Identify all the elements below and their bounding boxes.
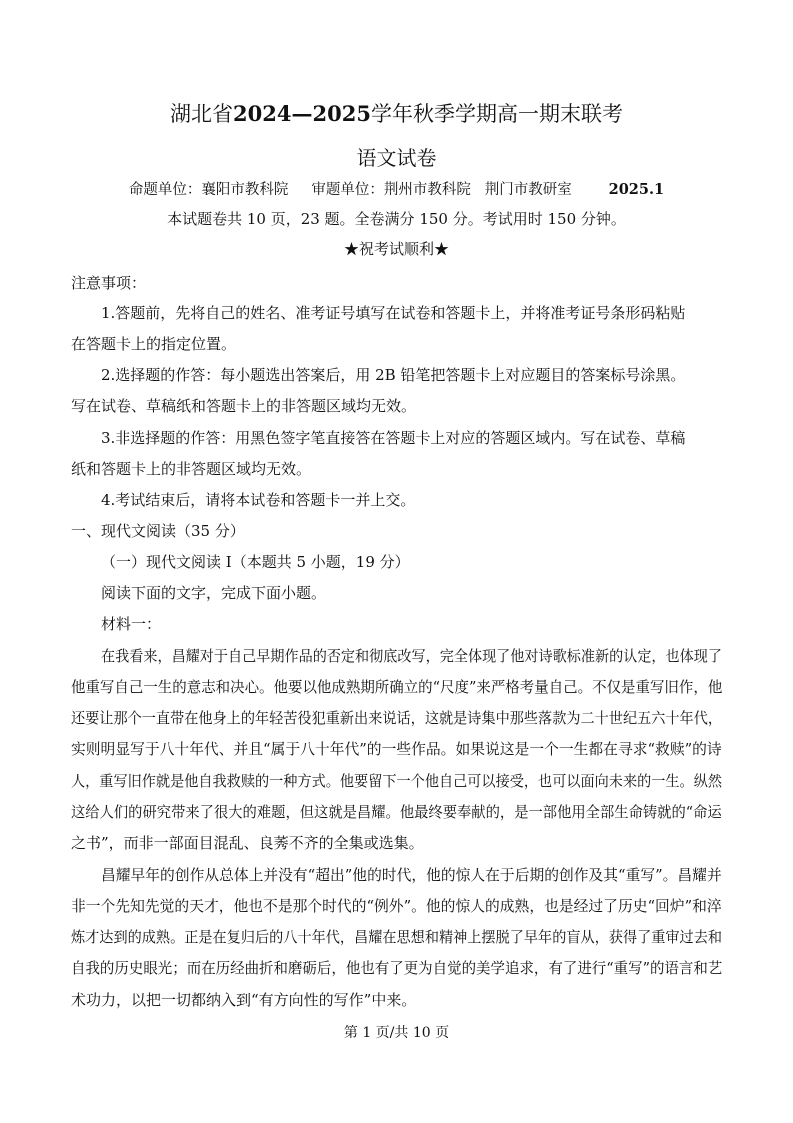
author-units xyxy=(0,178,793,199)
unit-author: 命题单位：襄阳市教科院 xyxy=(128,182,289,198)
para2-line: 非一个先知先觉的天才，他也不是那个时代的“例外”。他的惊人的成熟，也是经过了历史“回炉”和淬 xyxy=(71,897,722,915)
para2-line: 炼才达到的成熟。正是在复归后的八十年代，昌耀在思想和精神上摆脱了早年的盲从，获得了重审过去和 xyxy=(71,928,723,946)
section-sub-heading: （一）现代文阅读 I（本题共 5 小题，19 分） xyxy=(101,553,410,571)
para2-line: 自我的历史眼光；而在历经曲折和磨砺后，他也有了更为自觉的美学追求，有了进行“重写”的语言和艺 xyxy=(71,959,723,977)
exam-meta: 本试题卷共 10 页，23 题。全卷满分 150 分。考试用时 150 分钟。 xyxy=(167,210,626,228)
para1-line: 他重写自己一生的意志和决心。他要以他成熟期所确立的“尺度”来严格考量自己。不仅是重写旧作，他 xyxy=(71,678,723,696)
exam-date: 2025.1 xyxy=(608,181,665,198)
para2-line: 术功力，以把一切都纳入到“有方向性的写作”中来。 xyxy=(71,991,417,1009)
exam-subtitle: 语文试卷 xyxy=(356,146,437,170)
para1-line: 这给人们的研究带来了很大的难题，但这就是昌耀。他最终要奉献的，是一部他用全部生命铸就的“命运 xyxy=(71,803,722,821)
notice-item-3-line-1: 3.非选择题的作答：用黑色签字笔直接答在答题卡上对应的答题区域内。写在试卷、草稿 xyxy=(101,429,686,447)
reading-instruction: 阅读下面的文字，完成下面小题。 xyxy=(101,584,327,602)
notice-item-1-line-1: 1.答题前，先将自己的姓名、准考证号填写在试卷和答题卡上，并将准考证号条形码粘贴 xyxy=(101,304,686,322)
material-label: 材料一： xyxy=(101,615,162,633)
title-prefix: 湖北省 xyxy=(170,102,234,126)
exam-wish: ★祝考试顺利★ xyxy=(343,240,449,258)
para1-line: 之书”，而非一部面目混乱、良莠不齐的全集或选集。 xyxy=(71,834,424,852)
notice-item-2-line-2: 写在试卷、草稿纸和答题卡上的非答题区域均无效。 xyxy=(71,397,417,415)
notice-item-4-line-1: 4.考试结束后，请将本试卷和答题卡一并上交。 xyxy=(101,491,416,509)
para1-line: 实则明显写于八十年代、并且“属于八十年代”的一些作品。如果说这是一个一生都在寻求“救赎”的诗 xyxy=(71,740,722,758)
title-suffix: 学年秋季学期高一期末联考 xyxy=(370,102,623,126)
exam-title xyxy=(0,98,793,128)
para1-line: 在我看来，昌耀对于自己早期作品的否定和彻底改写，完全体现了他对诗歌标准新的认定，也体现了 xyxy=(101,647,723,665)
unit-reviewer-2: 荆门市教研室 xyxy=(484,182,572,198)
notice-heading: 注意事项： xyxy=(71,274,147,292)
para1-line: 人，重写旧作就是他自我救赎的一种方式。他要留下一个他自己可以接受，也可以面向未来的一生。纵然 xyxy=(71,772,723,790)
unit-reviewer: 审题单位：荆州市教科院 xyxy=(311,182,471,198)
para1-line: 还要让那个一直带在他身上的年轻苦役犯重新出来说话，这就是诗集中那些落款为二十世纪五六十年代， xyxy=(71,709,723,727)
notice-item-1-line-2: 在答题卡上的指定位置。 xyxy=(71,335,237,353)
section-heading: 一、现代文阅读（35 分） xyxy=(71,522,245,540)
notice-item-3-line-2: 纸和答题卡上的非答题区域均无效。 xyxy=(71,460,312,478)
page-number: 第 1 页/共 10 页 xyxy=(343,1025,450,1041)
notice-item-2-line-1: 2.选择题的作答：每小题选出答案后，用 2B 铅笔把答题卡上对应题目的答案标号涂黑。 xyxy=(101,366,686,384)
para2-line: 昌耀早年的创作从总体上并没有“超出”他的时代，他的惊人在于后期的创作及其“重写”。昌耀并 xyxy=(101,866,722,884)
title-years: 2024—2025 xyxy=(233,101,371,126)
